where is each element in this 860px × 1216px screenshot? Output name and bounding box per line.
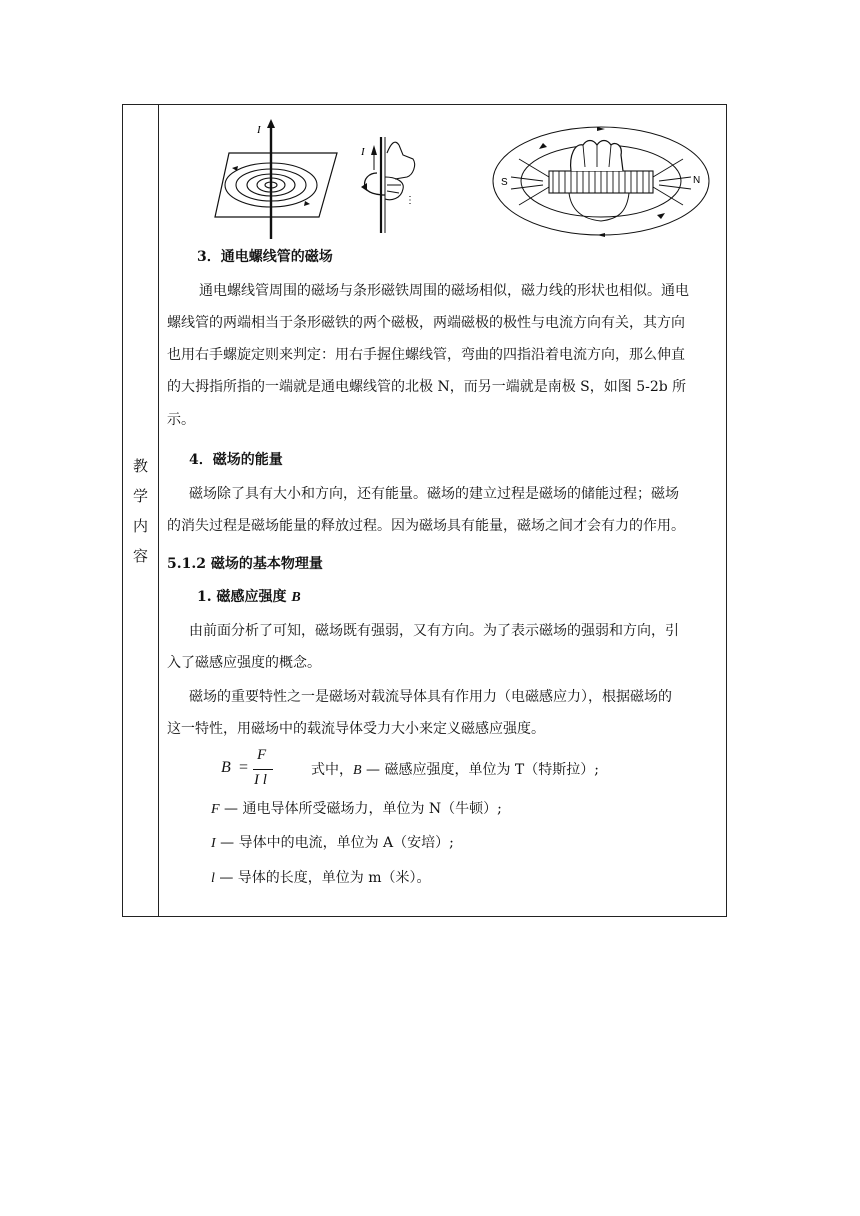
def-text: — 通电导体所受磁场力，单位为 N（牛顿）; — [219, 801, 502, 817]
formula-description — [311, 755, 599, 787]
def-symbol: l — [211, 871, 215, 886]
current-label: I — [257, 124, 261, 136]
body-line: 通电螺线管周围的磁场与条形磁铁周围的磁场相似，磁力线的形状也相似。通电 — [199, 283, 689, 299]
body-line: 的消失过程是磁场能量的释放过程。因为磁场具有能量，磁场之间才会有力的作用。 — [167, 518, 685, 534]
desc-symbol: B — [353, 763, 362, 778]
right-hand-rule-figure — [360, 137, 415, 233]
magnetic-induction-heading — [197, 582, 301, 614]
body-line: 的大拇指所指的一端就是通电螺线管的北极 N，而另一端就是南极 S，如图 5-2b 所 — [167, 379, 687, 395]
formula-lhs: B — [221, 759, 231, 776]
section-3-heading: 3．通电螺线管的磁场 — [197, 249, 333, 265]
body-line: 示。 — [167, 412, 195, 428]
section-4-heading: 4．磁场的能量 — [189, 452, 283, 468]
section-512-heading: 5.1.2 磁场的基本物理量 — [167, 556, 323, 572]
body-line: 入了磁感应强度的概念。 — [167, 655, 321, 671]
formula-equals: = — [239, 759, 249, 776]
def-text: — 导体的长度，单位为 m（米）。 — [214, 870, 431, 886]
body-line: 也用右手螺旋定则来判定：用右手握住螺线管，弯曲的四指沿着电流方向，那么伸直 — [167, 347, 685, 363]
definition-l — [211, 868, 431, 889]
north-pole-label: N — [693, 175, 701, 186]
definition-i — [211, 833, 454, 854]
magnetic-field-figures — [209, 115, 729, 243]
formula-denominator: I l — [254, 772, 267, 788]
straight-wire-field-figure — [215, 119, 337, 239]
body-line: 螺线管的两端相当于条形磁铁的两个磁极，两端磁极的极性与电流方向有关，其方向 — [167, 315, 685, 331]
label-char: 教 — [132, 456, 148, 475]
def-symbol: I — [211, 836, 216, 851]
body-line: 这一特性，用磁场中的载流导体受力大小来定义磁感应强度。 — [167, 721, 545, 737]
heading-symbol: B — [291, 590, 301, 605]
lesson-table — [122, 104, 727, 917]
south-pole-label: S — [501, 177, 508, 188]
content-cell — [159, 105, 726, 916]
body-line: 由前面分析了可知，磁场既有强弱，又有方向。为了表示磁场的强弱和方向，引 — [189, 623, 679, 639]
formula-b-equals-f-over-il — [221, 745, 281, 795]
def-text: — 导体中的电流，单位为 A（安培）; — [215, 835, 454, 851]
desc-prefix: 式中， — [311, 762, 353, 778]
label-char: 学 — [132, 486, 148, 505]
def-symbol: F — [211, 802, 220, 817]
formula-numerator: F — [257, 747, 267, 763]
teaching-content-label — [123, 105, 158, 916]
dotted-mark: ⋮ — [405, 195, 415, 206]
fraction-bar — [253, 769, 273, 770]
definition-f — [211, 799, 502, 820]
body-line: 磁场的重要特性之一是磁场对载流导体具有作用力（电磁感应力），根据磁场的 — [189, 689, 672, 705]
solenoid-field-figure — [493, 127, 709, 237]
label-char: 内 — [132, 516, 148, 535]
current-label: I — [361, 146, 365, 158]
label-char: 容 — [132, 546, 148, 565]
heading-text: 1. 磁感应强度 — [197, 589, 292, 605]
body-line: 磁场除了具有大小和方向，还有能量。磁场的建立过程是磁场的储能过程；磁场 — [189, 486, 679, 502]
desc-text: — 磁感应强度，单位为 T（特斯拉）; — [361, 762, 599, 778]
